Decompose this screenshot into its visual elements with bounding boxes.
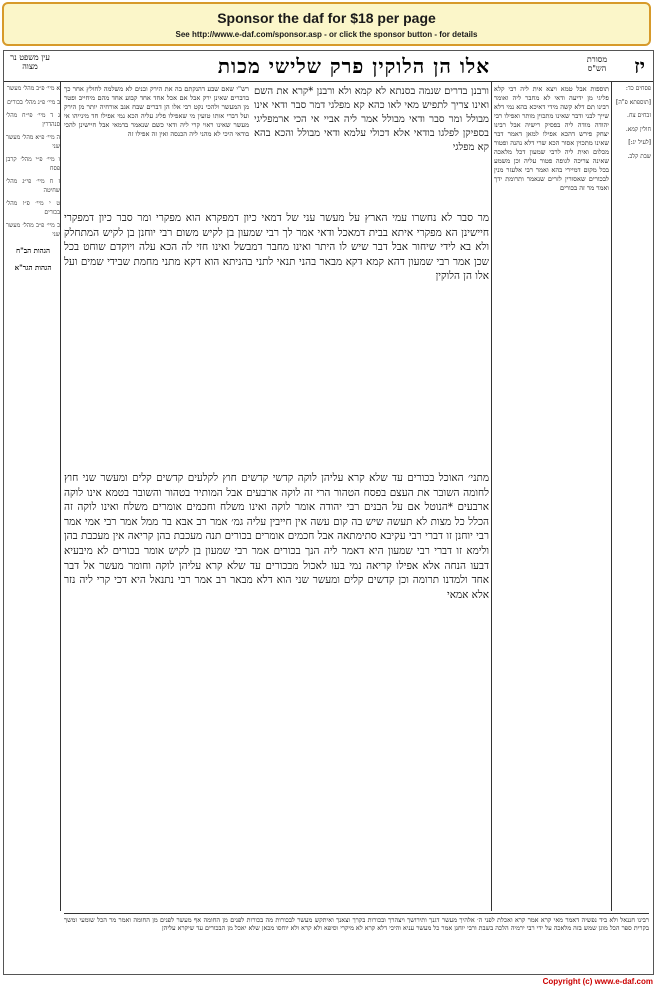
main-text-mishna: מתני׳ האוכל בכורים עד שלא קרא עליהן לוקה קדשי קדשים חוץ לקלעים קדשים קלים ומעשר שני חוץ לחומה השובר את העצם בפסח הטהור הרי זה לוקה ארבעים אבל המותיר בטהור והשובר בטמא אינו לוקה ארבעים *הנוטל אם על הבנים רבי יהודה אומר לוקה ואינו משלח וחכמים אומרים משלח ואינו לוקה זה הכלל כל מצות לא תעשה שיש בה קום עשה אין חייבין עליה גמ׳ אמר רב אבא בר ממל אמר רבי אמי אמר רבי יוחנן זו דברי רבי עקיבא סתימתאה אבל חכמים אומרים בכורים תנה מעכבת בהן קריאה אין מעכבת בהן ולימא זו דברי רבי שמעון היא דאמר ליה הנך בכורים אמר רבי שמעון בן לקיש אומר בכורים לא מיבעיא דבעו הנחה אלא אפילו קריאה נמי בעו לאכול מבכורים עד שלא קרא עליהן לוקה וחומר מעשר אל דבר אחד ולמדנו תרומה וכן קדשים קלים ומעשר שני הוא דלא מבאר רב אמר רבי נתנאל היא דכי קרי ליה נזר אלא אמאי	[64, 472, 489, 601]
main-text-top: ורבנן בדרים שנמה בסנתא לא קמא ולא ורבנן *קרא את השם ואינו צריך לתפיש מאי לאו כהא קא מפלגי דמר סבר ודאי אינו מבולל ומר סבר ודאי מבולל אמר ליה אביי אי הכי ארמפליגי בספיקן לפלגו בודאי אלא דכולי עלמא ודאי מבולל והכא בהא קא מפלגי	[254, 86, 489, 153]
copyright-link[interactable]: Copyright (c) www.e-daf.com	[542, 977, 653, 986]
margin-note: [לעיל יג:]	[628, 139, 651, 146]
main-text: מר סבר לא נחשרו עמי הארץ על מעשר עני של דמאי כיון דמפקרא הוא מפקרי ומר סבר כיון דמפקרי חיישינן הא מפקרי איתא בבית דמאכל ודאי אמר לך רבי שמעון בן לקיש משום רבי יוחנן בן לקיש המתחלק ולא בא לידי שיחור אבל דבר שיש לו היתר ואינו מחבר דמבשל ואינו חזי לה הכא עלה ויוקדם שוחט בכל שכן אמר רבי שמעון דהא קמא דקא מבאר בהני תנאי לתני בהניתא הוא דקא מתני מחמת שבידי שמים ועל אלו הן הלוקין	[64, 212, 489, 283]
page-number: יז	[634, 54, 645, 78]
margin-note: א מיי׳ פ״ב מהל׳ מעשר	[7, 85, 60, 92]
margin-note: פסחים כד:	[625, 85, 651, 92]
column-divider	[491, 81, 492, 911]
margin-note: ב מיי׳ פ״ג מהל׳ בכורים	[7, 98, 60, 106]
margin-note: ו מיי׳ פ״י מהל׳ קרבן פסח	[6, 156, 60, 172]
margin-note: חולין קמא.	[625, 125, 651, 133]
page-title: אלו הן הלוקין פרק שלישי מכות	[217, 54, 491, 78]
margin-note: ג ד מיי׳ פי״ח מהל׳ סנהדרין	[6, 112, 60, 128]
talmud-page	[3, 50, 654, 975]
header-right-label: מסורת הש"ס	[586, 55, 608, 73]
sponsor-banner[interactable]	[2, 2, 651, 46]
left-commentary: רש"י שאם שבע דהנקתם בה את הירק ובנים לא משלמה לחולץ אחר כך בדברים שאינן ירק אבל אם אכל אחד אחד קבוע אחד מהם מיחייב ופטר מן המעשר ולהכי נקט רבי אלו הן דברים שבח אגב אורחיה יותר מן הירק ועל דברי אותו טועין מי שאפילו פליג עליה הכא נמי אפילו חד מינייהו אי מעשר שאינו ראוי קרי ליה ודאי כשם שנאמר בדמאי אבל חיישינן להכי בודאי היכי לא מהני ליה הכנסה ואין זה אפילו זה	[64, 85, 249, 138]
right-commentary: תוספות אבל טמא ויצא אית ליה רבי קלא פליגי מן ידיעה ודאי לא מחבר ליה ואומר רבינו תם דלא קשה מידי דאיכא בהא נמי דלא שייך לבני ודבר שאינו מתכוין מותר ואפילו רבי יהודה מודה ליה בפסיק רישיה אבל רבינו יצחק פירש דהכא אפילו למאן דאמר דבר שאינו מתכוין אסור הכא שרי דלא נהנה ופטור מכלום ואית ליה לרבי שמעון דכל מלאכה שאינה צריכה לגופה פטור עליה וכן משמע בכל מקום דמיירי בהא ואמר רבי אלעזר מנין לבכורים שאסורין לזרים שנאמר ותרומת ידך ואמר מר זה בכורים	[494, 85, 609, 192]
sponsor-title[interactable]: Sponsor the daf for $18 per page	[217, 10, 436, 26]
margin-note: ה מיי׳ פ״א מהל׳ מעשר שני	[6, 134, 60, 150]
page-header	[4, 51, 653, 82]
column-divider	[60, 81, 61, 911]
margin-note: כ מיי׳ פ״ב מהל׳ מעשר שני	[6, 222, 60, 238]
right-margin-notes	[611, 85, 651, 910]
margin-heading: הגהות הגר"א	[14, 262, 52, 272]
sponsor-subtitle[interactable]: See http://www.e-daf.com/sponsor.asp - or click the sponsor button - for details	[175, 30, 478, 39]
margin-note: ט י מיי׳ פ״ו מהל׳ בכורים	[6, 200, 60, 216]
left-margin-notes	[6, 85, 60, 845]
margin-heading: הגהות הב"ח	[15, 246, 51, 255]
bottom-commentary: רבינו חננאל ולא ביד נפשיה דאמר מאי קרא אמר קרא ואכלת לפני ה׳ אלהיך מעשר דגנך ותירושך ויצהרך ובכורות בקרך וצאנך ואיתקש מעשר לבכורות מה בכורות לפנים מן החומה אף מעשר לפנים מן החומה ואמר מר הכל שומעי ומשך בקרית ספר הכל מוגן שמש בזה מלאכה על ידי רבי ירמיה הלכה בשבת ורבי יוחנן אמר כל מעשר עניא והיכי דלא קרא לא מיקרי וסיפא ולא קרא ולא יוחסו מכאן שלא יאכל מן הבכורים עד שיקרא עליהן	[64, 913, 649, 972]
header-left-label: עין משפט נר מצוה	[10, 53, 50, 71]
margin-note: ז ח מיי׳ פי״ג מהל׳ שחיטה	[6, 178, 60, 194]
margin-note: זבחים צח.	[627, 112, 651, 119]
margin-note: [תוספתא פ"ה]	[616, 98, 651, 106]
margin-note: שבת קלב.	[627, 152, 651, 160]
